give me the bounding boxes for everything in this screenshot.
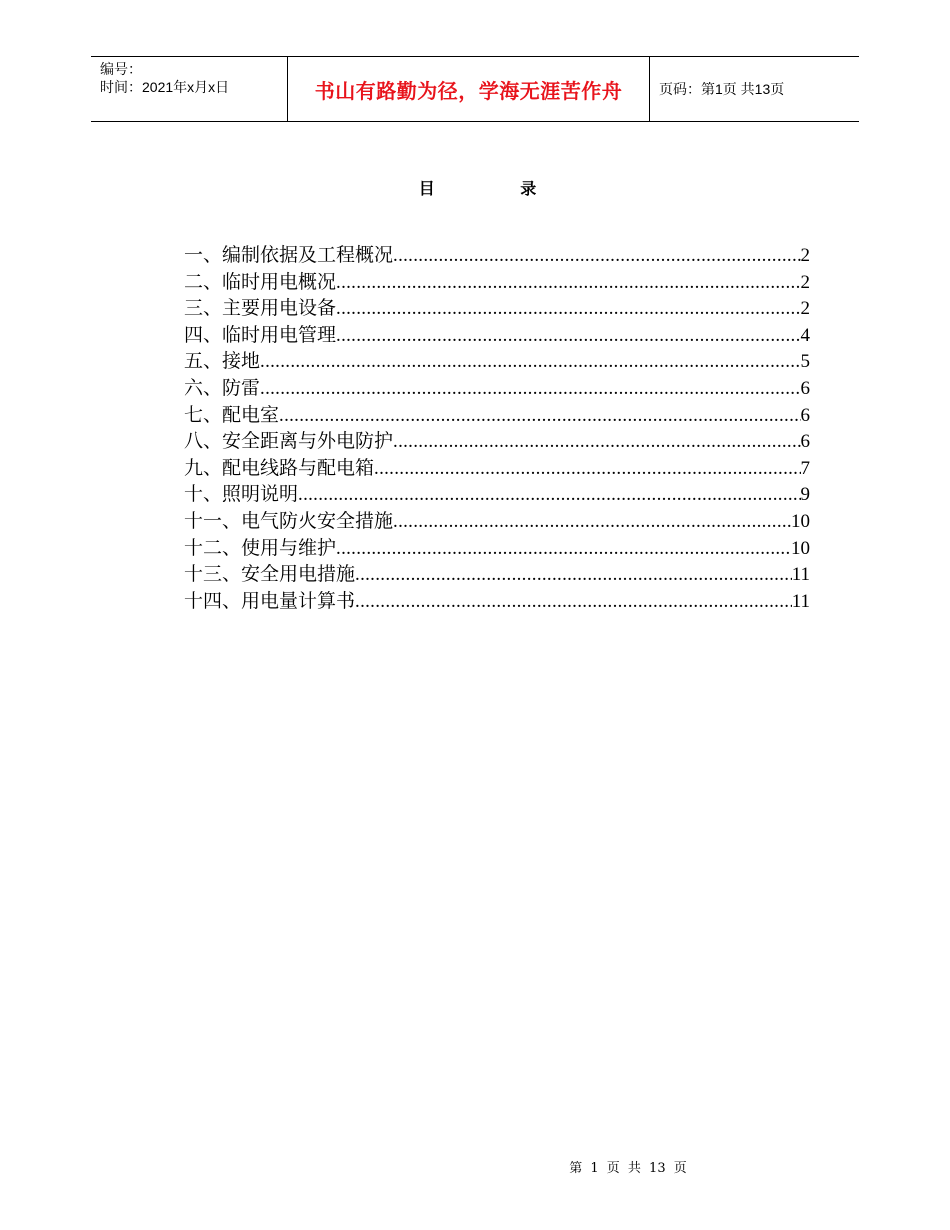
toc-leader-dots [393,511,791,533]
toc-entry[interactable] [184,586,810,613]
toc-leader-dots [279,405,800,427]
toc-leader-dots [393,431,800,453]
header-page-info: 页码：第1页 共13页 [659,81,785,97]
toc-entry-label: 十一、电气防火安全措施 [184,509,394,532]
toc-entry[interactable] [184,453,810,480]
toc-leader-dots [355,564,792,586]
toc-entry-label: 八、安全距离与外电防护 [184,430,394,453]
toc-entry[interactable] [184,559,810,586]
toc-entry[interactable] [184,426,810,453]
toc-entry-label: 九、配电线路与配电箱 [184,456,375,479]
toc-entry-page-number: 9 [800,484,810,506]
toc-leader-dots [260,351,800,373]
toc-entry[interactable] [184,533,810,560]
toc-entry-label: 四、临时用电管理 [184,323,337,346]
toc-entry[interactable] [184,240,810,267]
toc-leader-dots [260,378,800,400]
header-meta [91,57,287,121]
toc-entry-page-number: 6 [800,377,810,399]
toc-entry-page-number: 2 [800,271,810,293]
toc-leader-dots [336,538,791,560]
toc-entry-page-number: 5 [800,351,810,373]
toc-entry[interactable] [184,320,810,347]
date-label: 时间：2021年x月x日 [100,79,230,95]
toc-entry[interactable] [184,293,810,320]
toc-entry-page-number: 7 [800,457,810,479]
toc-entry[interactable] [184,373,810,400]
toc-leader-dots [336,272,800,294]
toc-title: 目 录 [418,179,577,198]
toc-entry-label: 六、防雷 [184,376,261,399]
toc-entry-label: 三、主要用电设备 [184,297,337,320]
toc-entry[interactable] [184,479,810,506]
page-footer: 第 1 页 共 13 页 [569,1161,687,1176]
toc-leader-dots [336,298,800,320]
toc-entry-page-number: 10 [791,510,810,532]
toc-entry-label: 十三、安全用电措施 [184,563,356,586]
table-of-contents [184,240,810,612]
toc-leader-dots [336,325,800,347]
toc-leader-dots [355,591,792,613]
toc-entry-label: 十二、使用与维护 [184,536,337,559]
toc-entry[interactable] [184,506,810,533]
toc-entry-label: 五、接地 [184,350,261,373]
toc-entry-page-number: 2 [800,245,810,266]
toc-entry-label: 一、编制依据及工程概况 [184,244,394,266]
serial-number-label: 编号： [100,61,142,77]
toc-entry[interactable] [184,400,810,427]
toc-entry-label: 十四、用电量计算书 [184,589,356,612]
toc-entry-page-number: 4 [800,324,810,346]
toc-entry-page-number: 6 [800,431,810,453]
toc-entry-page-number: 2 [800,298,810,320]
toc-leader-dots [374,458,800,480]
toc-entry-label: 十、照明说明 [184,483,299,506]
toc-entry-page-number: 10 [791,537,810,559]
toc-entry-label: 二、临时用电概况 [184,270,337,293]
toc-entry[interactable] [184,267,810,294]
toc-entry[interactable] [184,346,810,373]
header-motto: 书山有路勤为径，学海无涯苦作舟 [287,57,650,121]
toc-leader-dots [298,484,800,506]
toc-entry-page-number: 11 [791,590,810,612]
page-header [91,56,859,122]
toc-leader-dots [393,245,800,267]
toc-entry-page-number: 6 [800,404,810,426]
toc-entry-label: 七、配电室 [184,403,280,426]
toc-entry-page-number: 11 [791,564,810,586]
